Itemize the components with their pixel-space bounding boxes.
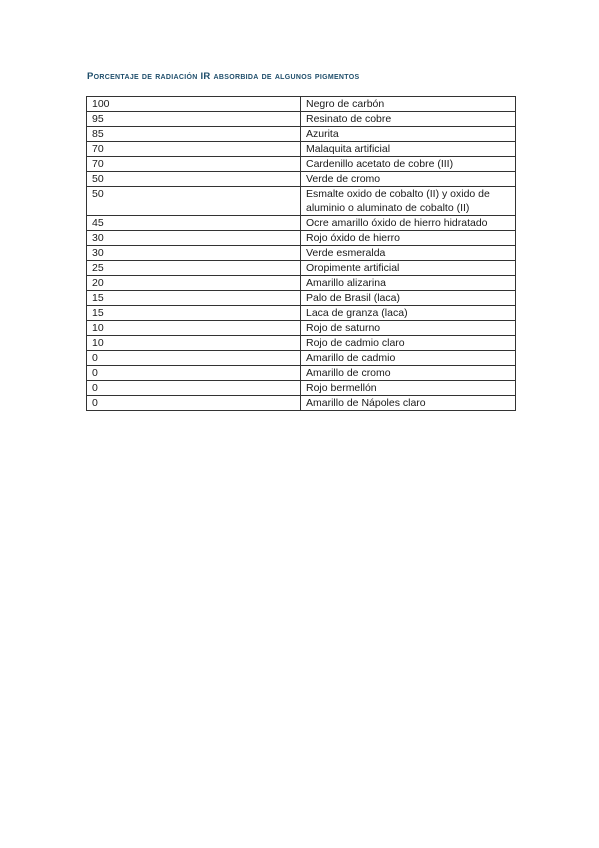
pigment-cell: Rojo de saturno	[301, 321, 516, 336]
pigment-ir-table	[86, 96, 516, 411]
percent-cell: 15	[87, 291, 301, 306]
pigment-cell: Amarillo de cromo	[301, 366, 516, 381]
pigment-cell: Negro de carbón	[301, 97, 516, 112]
percent-cell: 0	[87, 366, 301, 381]
pigment-cell: Rojo de cadmio claro	[301, 336, 516, 351]
table-row	[87, 276, 516, 291]
percent-cell: 45	[87, 216, 301, 231]
percent-cell: 15	[87, 306, 301, 321]
table-row	[87, 351, 516, 366]
percent-cell: 0	[87, 381, 301, 396]
pigment-cell: Oropimente artificial	[301, 261, 516, 276]
pigment-cell: Verde de cromo	[301, 172, 516, 187]
percent-cell: 100	[87, 97, 301, 112]
table-caption: Porcentaje de radiación IR absorbida de algunos pigmentos	[87, 71, 360, 82]
percent-cell: 10	[87, 336, 301, 351]
pigment-cell: Laca de granza (laca)	[301, 306, 516, 321]
pigment-cell: Ocre amarillo óxido de hierro hidratado	[301, 216, 516, 231]
table-row	[87, 381, 516, 396]
percent-cell: 30	[87, 246, 301, 261]
pigment-cell: Cardenillo acetato de cobre (III)	[301, 157, 516, 172]
percent-cell: 70	[87, 157, 301, 172]
pigment-cell: Amarillo de Nápoles claro	[301, 396, 516, 411]
table-row	[87, 187, 516, 216]
percent-cell: 70	[87, 142, 301, 157]
table-row	[87, 172, 516, 187]
percent-cell: 50	[87, 187, 301, 216]
percent-cell: 0	[87, 351, 301, 366]
table-row	[87, 366, 516, 381]
table-row	[87, 306, 516, 321]
pigment-cell: Resinato de cobre	[301, 112, 516, 127]
percent-cell: 25	[87, 261, 301, 276]
pigment-cell: Azurita	[301, 127, 516, 142]
percent-cell: 95	[87, 112, 301, 127]
percent-cell: 85	[87, 127, 301, 142]
percent-cell: 20	[87, 276, 301, 291]
percent-cell: 0	[87, 396, 301, 411]
table-row	[87, 216, 516, 231]
table-row	[87, 246, 516, 261]
pigment-cell: Verde esmeralda	[301, 246, 516, 261]
percent-cell: 50	[87, 172, 301, 187]
pigment-cell: Palo de Brasil (laca)	[301, 291, 516, 306]
pigment-cell: Rojo bermellón	[301, 381, 516, 396]
table-row	[87, 291, 516, 306]
table-row	[87, 396, 516, 411]
table-row	[87, 97, 516, 112]
table-row	[87, 231, 516, 246]
table-row	[87, 336, 516, 351]
percent-cell: 30	[87, 231, 301, 246]
table-row	[87, 112, 516, 127]
table-row	[87, 157, 516, 172]
percent-cell: 10	[87, 321, 301, 336]
pigment-cell: Amarillo alizarina	[301, 276, 516, 291]
table-row	[87, 127, 516, 142]
table-row	[87, 321, 516, 336]
pigment-cell: Amarillo de cadmio	[301, 351, 516, 366]
table-row	[87, 261, 516, 276]
pigment-cell: Rojo óxido de hierro	[301, 231, 516, 246]
pigment-cell: Esmalte oxido de cobalto (II) y oxido de aluminio o aluminato de cobalto (II)	[301, 187, 516, 216]
table-row	[87, 142, 516, 157]
pigment-cell: Malaquita artificial	[301, 142, 516, 157]
